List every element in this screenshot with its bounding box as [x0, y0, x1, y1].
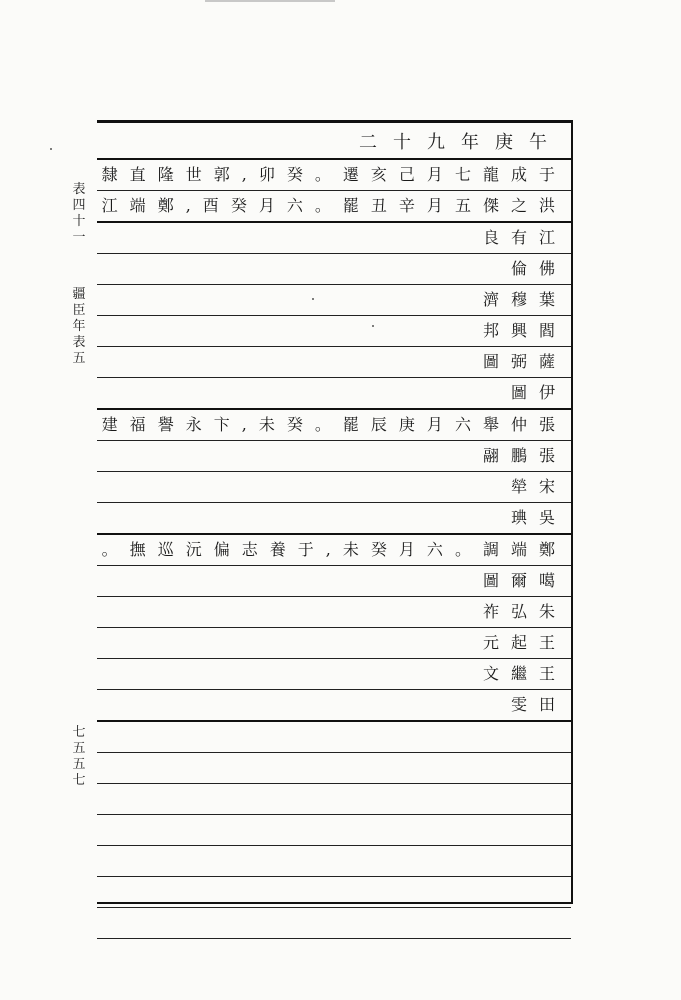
table-row — [97, 191, 571, 223]
table-top-rule — [97, 120, 573, 123]
row-text: 犖宋 — [510, 477, 567, 496]
margin-table-number: 表 四 十 一 — [72, 182, 86, 245]
table-row — [97, 472, 571, 503]
table-row — [97, 597, 571, 628]
table-row — [97, 285, 571, 316]
table-row — [97, 347, 571, 378]
table-row — [97, 628, 571, 659]
row-text: 圖伊 — [510, 383, 567, 402]
scan-speck — [50, 148, 52, 150]
row-text: 江端鄭,酉癸月六。罷丑辛月五傑之洪 — [101, 196, 567, 215]
row-text: 建福譽永卞,未癸。罷辰庚月六舉仲張 — [101, 415, 567, 434]
table-rows — [97, 160, 571, 939]
table-row — [97, 753, 571, 784]
margin-page-number: 七 五 五 七 — [72, 725, 86, 788]
table-row — [97, 254, 571, 285]
row-text: 良有江 — [482, 228, 567, 247]
table-row — [97, 846, 571, 877]
row-text: 祚弘朱 — [482, 602, 567, 621]
table-row — [97, 815, 571, 846]
row-text: 文繼王 — [482, 664, 567, 683]
row-text: 元起王 — [482, 633, 567, 652]
row-text: 濟穆葉 — [482, 290, 567, 309]
table-right-rule — [571, 120, 573, 904]
table-row — [97, 722, 571, 753]
table-row — [97, 566, 571, 597]
margin-section-title: 疆 臣 年 表 五 — [72, 287, 86, 366]
row-text: 圖爾噶 — [482, 571, 567, 590]
table-row — [97, 441, 571, 472]
table-bottom-rule — [97, 902, 573, 904]
table-row — [97, 410, 571, 441]
row-text: 邦興閻 — [482, 321, 567, 340]
row-text: 倫佛 — [510, 259, 567, 278]
table-row — [97, 160, 571, 191]
row-text: 琠吳 — [510, 508, 567, 527]
table-row — [97, 659, 571, 690]
row-text: 。撫巡沅偏志養于,未癸月六。調端鄭 — [101, 540, 567, 559]
table-row — [97, 535, 571, 566]
scan-top-edge-line — [205, 0, 335, 2]
table-row — [97, 378, 571, 410]
table-row — [97, 908, 571, 939]
row-text: 翮鵬張 — [482, 446, 567, 465]
year-title: 二十九年庚午 — [359, 132, 563, 153]
table-row — [97, 690, 571, 722]
table-row — [97, 784, 571, 815]
table-row — [97, 503, 571, 535]
row-text: 隸直隆世郭,卯癸。遷亥己月七龍成于 — [101, 165, 567, 184]
row-text: 雯田 — [510, 695, 567, 714]
table-row — [97, 223, 571, 254]
table-row — [97, 316, 571, 347]
year-table — [97, 120, 573, 904]
row-text: 圖弼薩 — [482, 352, 567, 371]
